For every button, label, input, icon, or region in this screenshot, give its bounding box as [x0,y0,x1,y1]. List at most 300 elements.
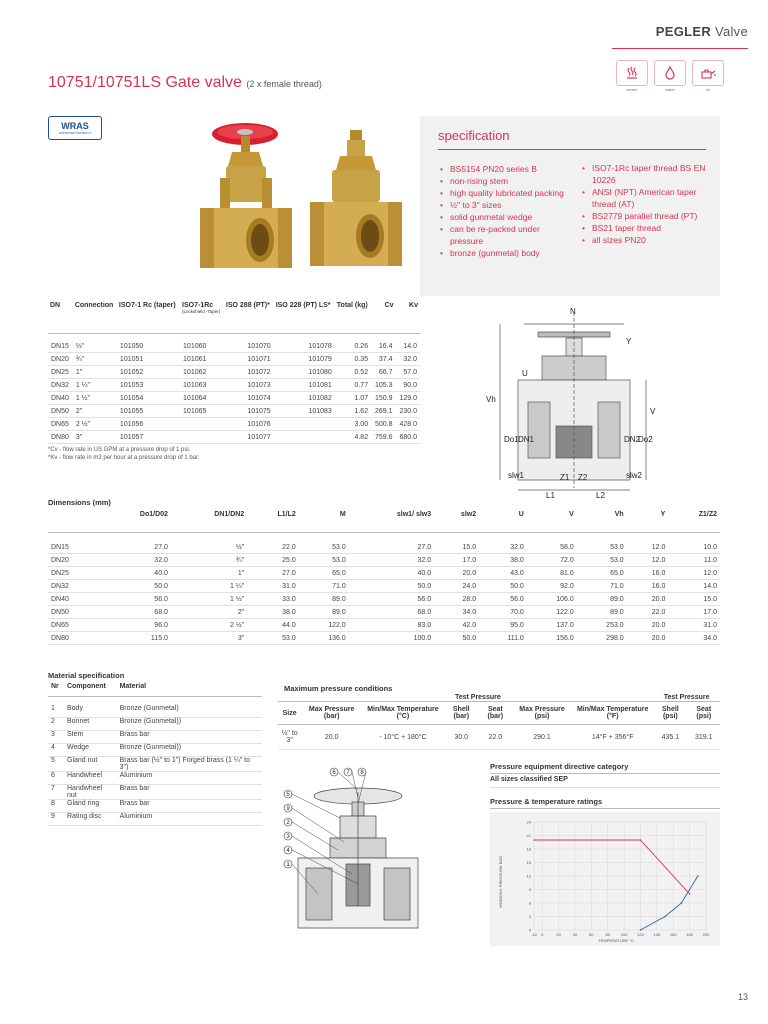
table-cell: 435.1 [653,725,687,750]
column-header: Seat (psi) [688,702,720,725]
connection-table [48,301,420,444]
series-point [533,839,535,841]
material-spec-table [48,682,262,826]
table-row [48,619,720,632]
column-header: Shell (psi) [653,702,687,725]
table-cell: 32.0 [349,554,434,567]
column-header: Min/Max Temperature (°F) [572,702,653,725]
column-header: Cv [371,301,395,334]
table-cell: 101078 [274,340,335,353]
x-tick-label: 40 [572,932,578,937]
table-cell: Brass bar [117,800,262,813]
table-row [48,541,720,554]
dim-label-z2: Z2 [578,473,588,482]
callout-number: 8 [360,770,364,776]
group-header: Test Pressure [444,694,512,702]
table-cell: Gland nut [64,757,117,772]
table-row [48,606,720,619]
table-cell: 1 ½" [171,593,247,606]
series-point [664,916,666,918]
table-cell: Handwheel nut [64,785,117,800]
column-header: Nr [48,682,64,697]
table-cell: 14.0 [396,340,420,353]
table-cell: 89.0 [299,606,349,619]
table-cell [274,431,335,444]
table-cell: 40.0 [349,567,434,580]
table-header-row [48,510,720,533]
x-tick-label: 200 [702,932,710,937]
dim-label-z1: Z1 [560,473,570,482]
table-cell: 12.0 [668,567,720,580]
brand-category: Valve [714,24,748,39]
dim-label-v: V [650,407,656,416]
column-header: Material [117,682,262,697]
column-header: M [299,510,349,533]
table-cell: 56.0 [99,593,171,606]
column-header: DN1/DN2 [171,510,247,533]
table-cell: 122.0 [527,606,577,619]
column-header: Max Pressure (bar) [301,702,362,725]
table-cell: ½" [73,340,117,353]
table-cell: 101081 [274,379,335,392]
column-header: Connection [73,301,117,334]
table-cell: 101063 [180,379,224,392]
table-cell: 95.0 [479,619,527,632]
table-cell: 0.26 [335,340,371,353]
table-cell: 71.0 [577,580,627,593]
table-cell: 8 [48,800,64,813]
table-cell: 101051 [117,353,180,366]
table-row [48,705,262,718]
table-cell: 0.77 [335,379,371,392]
material-spec-title: Material specification [48,671,125,680]
page-title [48,74,322,92]
table-row [48,366,420,379]
table-cell: 50.0 [349,580,434,593]
dim-label-do1: Do1 [504,435,519,444]
table-row [48,567,720,580]
table-cell: 14°F + 356°F [572,725,653,750]
table-cell: 15.0 [434,541,479,554]
table-cell: 27.0 [247,567,299,580]
table-cell: Handwheel [64,772,117,785]
table-cell: 90.0 [396,379,420,392]
table-cell: DN40 [48,392,73,405]
table-cell: 129.0 [396,392,420,405]
table-cell: 27.0 [349,541,434,554]
dim-label-dn2: DN2 [624,435,641,444]
y-tick-label: 24 [526,819,531,825]
x-tick-label: 20 [556,932,561,937]
y-axis-label: WORKING PRESSURE BAR [498,855,503,909]
table-cell: DN15 [48,340,73,353]
table-cell: 101053 [117,379,180,392]
table-cell: 65.0 [299,567,349,580]
dimension-drawing [476,302,672,498]
table-cell: 101082 [274,392,335,405]
table-cell: 2" [73,405,117,418]
table-cell: 17.0 [434,554,479,567]
table-cell: DN65 [48,619,99,632]
table-cell: 89.0 [299,593,349,606]
dim-label-n: N [570,307,576,316]
table-cell: 12.0 [627,554,669,567]
table-row [48,744,262,757]
table-cell: 53.0 [299,554,349,567]
dim-label-dn1: DN1 [518,435,535,444]
max-pressure-table [278,694,720,750]
ratings-divider [490,808,720,809]
table-cell: DN40 [48,593,99,606]
table-row [48,593,720,606]
table-cell: 101074 [224,392,274,405]
ped-divider [490,773,720,774]
x-tick-label: 120 [637,932,644,937]
table-cell: 4 [48,744,64,757]
table-row [48,418,420,431]
material-spec-body [48,697,262,826]
table-cell: 1" [73,366,117,379]
table-cell: 53.0 [247,632,299,645]
table-cell: 32.0 [99,554,171,567]
table-cell: Brass bar (½" to 1") Forged brass (1 ¼" to 3") [117,757,262,772]
table-cell: 6 [48,772,64,785]
table-cell: DN50 [48,405,73,418]
table-cell: 89.0 [577,593,627,606]
steam-icon [616,60,648,86]
table-row [278,725,720,750]
table-cell: 53.0 [299,541,349,554]
table-cell: 38.0 [479,554,527,567]
column-header: Kv [396,301,420,334]
table-cell: 20.0 [627,619,669,632]
table-cell: 680.0 [396,431,420,444]
table-cell: 101080 [274,366,335,379]
table-cell: 156.0 [527,632,577,645]
spacer-row [48,697,262,706]
column-header: L1/L2 [247,510,299,533]
table-cell: ½" to 3" [278,725,301,750]
table-cell: 89.0 [577,606,627,619]
table-cell: 31.0 [247,580,299,593]
ratings-title: Pressure & temperature ratings [490,797,603,806]
spec-item: • bronze (gunmetal) body [440,247,572,259]
series-point [689,893,691,895]
dim-label-u: U [522,369,528,378]
table-cell: 72.0 [527,554,577,567]
specification-panel [420,116,720,296]
table-cell: 57.0 [396,366,420,379]
table-cell: 3" [171,632,247,645]
table-cell: 0.52 [335,366,371,379]
callout-number: 9 [286,806,290,812]
table-cell: 50.0 [99,580,171,593]
table-cell: 20.0 [434,567,479,580]
table-cell: 43.0 [479,567,527,580]
table-cell: 53.0 [577,554,627,567]
table-cell: 30.0 [444,725,479,750]
table-cell: 1.62 [335,405,371,418]
brand-divider [612,48,748,49]
spec-item: • non-rising stem [440,175,572,187]
table-cell: 96.0 [99,619,171,632]
table-cell: 1 [48,705,64,718]
table-row [48,379,420,392]
callout-number: 5 [286,792,290,798]
table-cell: 40.0 [99,567,171,580]
table-cell: 22.0 [479,725,512,750]
table-cell: 0.35 [335,353,371,366]
table-cell: 68.0 [349,606,434,619]
table-cell: 16.0 [627,567,669,580]
dimensions-table-body [48,533,720,645]
table-row [48,353,420,366]
wras-logo-tagline: APPROVED PRODUCT [58,130,92,135]
table-cell: 37.4 [371,353,395,366]
badge-water [654,60,686,92]
table-cell: Stem [64,731,117,744]
table-cell: 56.0 [479,593,527,606]
table-header-row [278,702,720,725]
group-header: Test Pressure [653,694,720,702]
table-cell: 2 [48,718,64,731]
table-cell: 71.0 [299,580,349,593]
x-tick-label: 0 [541,932,544,937]
table-cell: 136.0 [299,632,349,645]
table-cell: 9 [48,813,64,826]
table-cell [180,418,224,431]
dim-label-slw2: slw2 [626,471,643,480]
table-cell: 105.3 [371,379,395,392]
table-cell: 101057 [117,431,180,444]
table-cell [274,418,335,431]
table-cell: 1.07 [335,392,371,405]
table-cell: 10.0 [668,541,720,554]
table-cell: 16.4 [371,340,395,353]
table-cell: 22.0 [627,606,669,619]
dimensions-table [48,510,720,645]
table-cell: Bronze (Gunmetal)) [117,718,262,731]
table-cell: 101062 [180,366,224,379]
table-cell: 33.0 [247,593,299,606]
y-tick-label: 3 [528,914,531,919]
column-header: Size [278,702,301,725]
table-cell: 115.0 [99,632,171,645]
callout-number: 7 [346,770,350,776]
table-cell: DN32 [48,379,73,392]
table-cell: 319.1 [688,725,720,750]
dim-label-l2: L2 [596,491,605,498]
table-cell: 428.0 [396,418,420,431]
table-cell: 150.9 [371,392,395,405]
dim-label-do2: Do2 [638,435,653,444]
table-cell: ¾" [73,353,117,366]
table-cell: 101061 [180,353,224,366]
spec-item: • BS21 taper thread [582,222,712,234]
table-row [48,800,262,813]
table-cell: 16.0 [627,580,669,593]
table-cell: 253.0 [577,619,627,632]
column-header: slw1/ slw3 [349,510,434,533]
table-row [48,554,720,567]
series-point [681,902,683,904]
table-cell: Rating disc [64,813,117,826]
badge-steam [616,60,648,92]
footnotes [48,446,199,462]
table-cell: DN32 [48,580,99,593]
table-cell: 122.0 [299,619,349,632]
table-row [48,580,720,593]
series-point [640,839,642,841]
table-cell: 2 ½" [171,619,247,632]
table-cell: 101079 [274,353,335,366]
table-cell: 101065 [180,405,224,418]
table-cell: 15.0 [668,593,720,606]
table-cell: 7 [48,785,64,800]
column-header: Shell (bar) [444,702,479,725]
table-cell: 101054 [117,392,180,405]
table-cell: 101064 [180,392,224,405]
table-cell: 269.1 [371,405,395,418]
table-cell: 12.0 [627,541,669,554]
callout-number: 1 [286,862,290,868]
table-cell: Bronze (Gunmetal)) [117,744,262,757]
series-point [697,875,699,877]
table-cell: 106.0 [527,593,577,606]
spec-item: • ANSI (NPT) American taper thread (AT) [582,186,712,210]
y-tick-label: 6 [528,900,531,906]
table-cell: 32.0 [479,541,527,554]
table-cell: Brass bar [117,785,262,800]
dimensions-title: Dimensions (mm) [48,498,111,507]
table-cell: 101076 [224,418,274,431]
table-cell: - 10°C + 180°C [362,725,444,750]
column-header [48,510,99,533]
table-cell: 20.0 [301,725,362,750]
brand-name: PEGLER [655,24,712,39]
table-cell: Aluminium [117,813,262,826]
column-header: DN [48,301,73,334]
column-header: Component [64,682,117,697]
table-cell: 58.0 [527,541,577,554]
spec-item: • BS2779 parallel thread (PT) [582,210,712,222]
table-cell: 83.0 [349,619,434,632]
gate-valve-lockshield-image [310,130,402,266]
table-cell: 92.0 [527,580,577,593]
callout-leader [292,808,344,842]
pressure-temperature-chart [490,812,720,946]
table-cell: 38.0 [247,606,299,619]
column-header: U [479,510,527,533]
callout-number: 6 [332,770,336,776]
spec-item: • all sizes PN20 [582,234,712,246]
table-cell: 137.0 [527,619,577,632]
column-header: Min/Max Temperature (°C) [362,702,444,725]
table-row [48,772,262,785]
table-cell: Brass bar [117,731,262,744]
table-cell: 3 [48,731,64,744]
table-cell: DN80 [48,431,73,444]
table-cell: 101056 [117,418,180,431]
table-header-row [48,682,262,697]
table-cell: 20.0 [627,632,669,645]
column-header-text: ISO7-1Rc [182,302,214,309]
valve-cutaway-diagram [278,764,478,940]
table-cell: DN20 [48,353,73,366]
y-tick-label: 12 [526,873,531,879]
spec-list-2 [582,162,712,246]
x-tick-label: 140 [653,932,661,937]
table-cell: 101060 [180,340,224,353]
column-header: Total (kg) [335,301,371,334]
column-header: ISO7-1 Rc (taper) [117,301,180,334]
table-cell: 4.82 [335,431,371,444]
table-cell: 101083 [274,405,335,418]
dim-label-l1: L1 [546,491,555,498]
table-cell: 22.0 [247,541,299,554]
table-cell: Wedge [64,744,117,757]
table-cell: 1 ¼" [73,379,117,392]
table-cell: 27.0 [99,541,171,554]
spec-item: • ISO7-1Rc taper thread BS EN 10226 [582,162,712,186]
table-row [48,632,720,645]
footnote: *Cv - flow rate in US GPM at a pressure drop of 1 psi. [48,447,191,453]
table-cell: 50.0 [479,580,527,593]
table-cell: 81.0 [527,567,577,580]
spacer-row [48,533,720,542]
column-header: Vh [577,510,627,533]
table-cell: 44.0 [247,619,299,632]
dim-label-vh: Vh [486,395,496,404]
column-header-sub: (Lockshield -Taper) [182,309,221,314]
table-cell: 101071 [224,353,274,366]
table-cell: DN15 [48,541,99,554]
ped-title: Pressure equipment directive category [490,762,629,771]
table-cell: 101077 [224,431,274,444]
table-cell: 101050 [117,340,180,353]
series-point [640,929,642,931]
table-cell: 3" [73,431,117,444]
table-cell: 53.0 [577,541,627,554]
table-cell: 101073 [224,379,274,392]
table-cell: 5 [48,757,64,772]
table-cell: 70.0 [479,606,527,619]
table-cell: 1 ½" [73,392,117,405]
x-tick-label: -10 [531,932,537,937]
product-note: (2 x female thread) [246,79,322,89]
table-cell: 101070 [224,340,274,353]
y-tick-label: 15 [526,860,531,865]
specification-divider [438,149,706,150]
column-header: Y [627,510,669,533]
column-header: Max Pressure (psi) [512,702,572,725]
x-tick-label: 180 [686,932,693,937]
table-cell: 2" [171,606,247,619]
table-cell: 500.8 [371,418,395,431]
dim-label-y: Y [626,337,632,346]
table-cell: Body [64,705,117,718]
dim-label-slw1: slw1 [508,471,525,480]
table-cell: 66.7 [371,366,395,379]
column-header [180,301,224,334]
table-cell: Gland ring [64,800,117,813]
table-cell: 32.0 [396,353,420,366]
spec-item: • ½" to 3" sizes [440,199,572,211]
table-cell: DN65 [48,418,73,431]
table-row [48,813,262,826]
table-cell: 11.0 [668,554,720,567]
table-cell: 1 ¼" [171,580,247,593]
